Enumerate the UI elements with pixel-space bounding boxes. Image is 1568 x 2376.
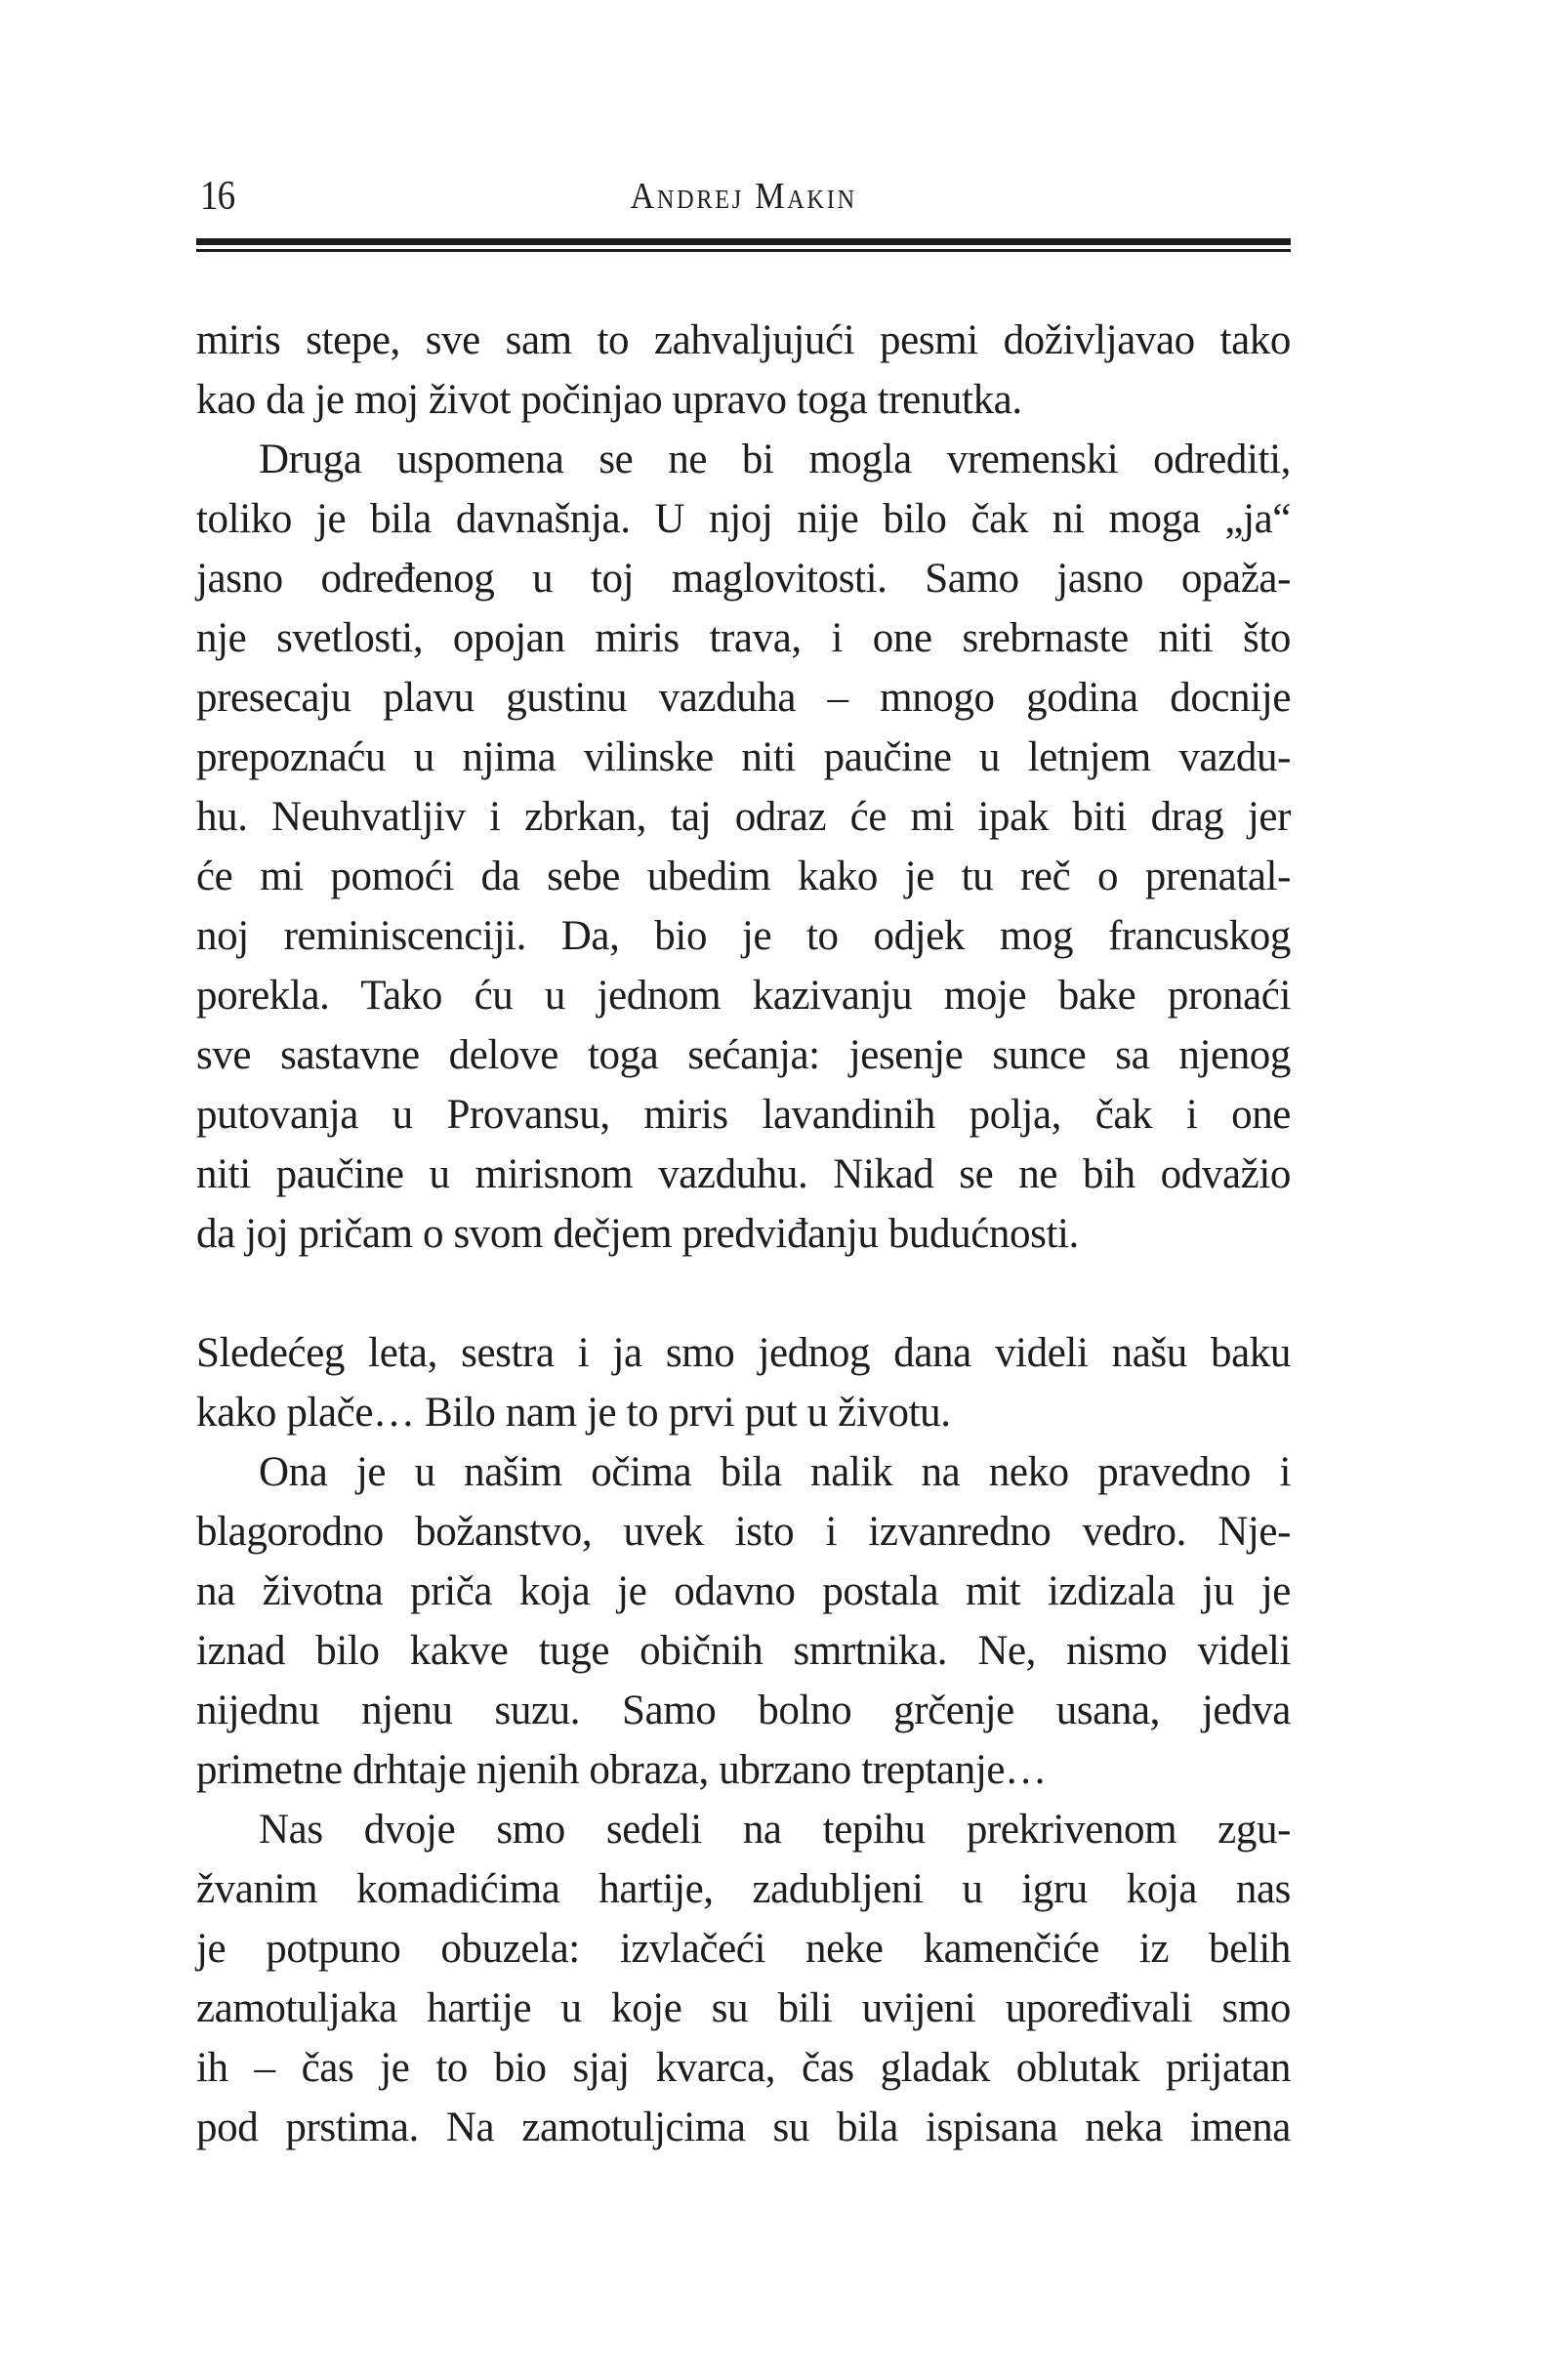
text-line <box>196 1979 1291 2038</box>
text-line <box>196 966 1291 1025</box>
body-text <box>196 311 1291 2157</box>
text-line <box>196 1204 1291 1264</box>
text-line-content: jasno određenog u toj maglovitosti. Samo jasno opaža- <box>196 556 1291 602</box>
section-break <box>196 1264 1291 1323</box>
text-line <box>196 489 1291 549</box>
text-line-content: će mi pomoći da sebe ubedim kako je tu reč o prenatal- <box>196 854 1291 899</box>
text-line <box>196 787 1291 847</box>
text-line-content: noj reminiscenciji. Da, bio je to odjek mog francuskog <box>196 913 1291 959</box>
text-line-content: sve sastavne delove toga sećanja: jesenje sunce sa njenog <box>196 1032 1291 1078</box>
text-line-content: porekla. Tako ću u jednom kazivanju moje bake pronaći <box>196 973 1291 1019</box>
header-rule-thick <box>196 238 1291 245</box>
text-line <box>196 668 1291 728</box>
page-number: 16 <box>200 174 235 219</box>
text-line-content: kako plače… Bilo nam je to prvi put u životu. <box>196 1390 951 1436</box>
text-line-content: zamotuljaka hartije u koje su bili uvijeni upoređivali smo <box>196 1985 1291 2031</box>
text-line-content: Sledećeg leta, sestra i ja smo jednog dana videli našu baku <box>196 1330 1291 1376</box>
text-line-content: hu. Neuhvatljiv i zbrkan, taj odraz će mi ipak biti drag jer <box>196 794 1291 840</box>
text-line <box>196 370 1291 430</box>
text-line <box>196 847 1291 906</box>
text-line <box>196 1740 1291 1800</box>
text-line-content: prepoznaću u njima vilinske niti paučine u letnjem vazdu- <box>196 734 1291 780</box>
text-line-content: ih – čas je to bio sjaj kvarca, čas gladak oblutak prijatan <box>196 2045 1291 2091</box>
text-line-content: presecaju plavu gustinu vazduha – mnogo godina docnije <box>196 675 1291 721</box>
text-line <box>196 906 1291 966</box>
text-line <box>196 1145 1291 1204</box>
text-line <box>196 1681 1291 1740</box>
text-line <box>196 1442 1291 1502</box>
text-line-content: da joj pričam o svom dečjem predviđanju budućnosti. <box>196 1211 1079 1257</box>
text-line-content: blagorodno božanstvo, uvek isto i izvanredno vedro. Nje- <box>196 1509 1291 1555</box>
text-line <box>196 311 1291 370</box>
text-line <box>196 608 1291 668</box>
text-line-content: putovanja u Provansu, miris lavandinih polja, čak i one <box>196 1092 1291 1138</box>
header-rule-thin <box>196 249 1291 252</box>
text-line <box>196 1502 1291 1562</box>
text-line-content: žvanim komadićima hartije, zadubljeni u igru koja nas <box>196 1866 1291 1912</box>
text-line <box>196 1383 1291 1442</box>
text-line <box>196 1800 1291 1859</box>
text-line <box>196 1859 1291 1919</box>
running-title: Andrej Makin <box>630 176 857 217</box>
text-line <box>196 1085 1291 1145</box>
text-line-content: Ona je u našim očima bila nalik na neko pravedno i <box>259 1449 1291 1495</box>
text-line <box>196 1025 1291 1085</box>
text-line-content: toliko je bila davnašnja. U njoj nije bilo čak ni moga „ja“ <box>196 496 1291 542</box>
text-line-content: iznad bilo kakve tuge običnih smrtnika. Ne, nismo videli <box>196 1628 1291 1674</box>
text-line-content: miris stepe, sve sam to zahvaljujući pesmi doživljavao tako <box>196 317 1291 363</box>
text-line-content: primetne drhtaje njenih obraza, ubrzano treptanje… <box>196 1747 1047 1793</box>
text-line-content: na životna priča koja je odavno postala mit izdizala ju je <box>196 1568 1291 1614</box>
text-line <box>196 728 1291 787</box>
text-line-content: pod prstima. Na zamotuljcima su bila ispisana neka imena <box>196 2105 1291 2150</box>
text-line-content: je potpuno obuzela: izvlačeći neke kamenčiće iz belih <box>196 1926 1291 1972</box>
text-line <box>196 549 1291 608</box>
text-line <box>196 1323 1291 1383</box>
text-line <box>196 1562 1291 1621</box>
text-line-content: nijednu njenu suzu. Samo bolno grčenje usana, jedva <box>196 1688 1291 1733</box>
text-line <box>196 1919 1291 1979</box>
text-line-content: Nas dvoje smo sedeli na tepihu prekrivenom zgu- <box>259 1807 1291 1853</box>
running-head <box>196 172 1291 221</box>
text-line <box>196 1621 1291 1681</box>
text-line-content: niti paučine u mirisnom vazduhu. Nikad se ne bih odvažio <box>196 1151 1291 1197</box>
text-line-content: kao da je moj život počinjao upravo toga trenutka. <box>196 377 1022 423</box>
text-line <box>196 2098 1291 2157</box>
text-section-2 <box>196 1323 1291 2157</box>
text-line <box>196 430 1291 489</box>
text-line-content: Druga uspomena se ne bi mogla vremenski odrediti, <box>259 437 1291 482</box>
text-line-content: nje svetlosti, opojan miris trava, i one srebrnaste niti što <box>196 615 1291 661</box>
text-section-1 <box>196 311 1291 1264</box>
text-line <box>196 2038 1291 2098</box>
